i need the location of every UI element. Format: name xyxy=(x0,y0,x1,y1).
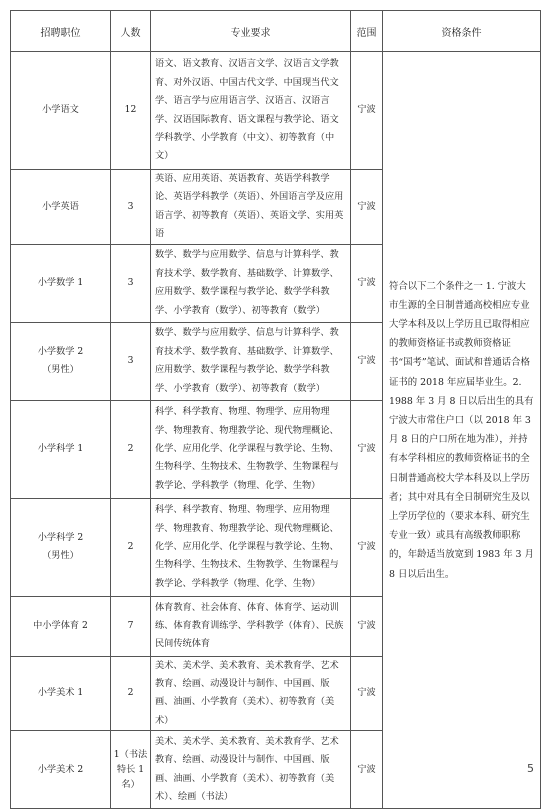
header-count: 人数 xyxy=(111,11,151,52)
cell-position: 小学数学 2 （男性） xyxy=(11,322,111,400)
page-number: 5 xyxy=(527,762,534,775)
cell-major: 美术、美术学、美术教育、美术教育学、艺术教育、绘画、动漫设计与制作、中国画、版画、油画、小学教育（美术）、初等教育（美术）、绘画（书法） xyxy=(151,731,351,809)
cell-major: 美术、美术学、美术教育、美术教育学、艺术教育、绘画、动漫设计与制作、中国画、版画、油画、小学教育（美术）、初等教育（美术） xyxy=(151,656,351,731)
cell-major: 数学、数学与应用数学、信息与计算科学、教育技术学、数学教育、基础数学、计算数学、应用数学、数学课程与教学论、数学学科教学、小学教育（数学）、初等教育（数学） xyxy=(151,244,351,322)
cell-major: 科学、科学教育、物理、物理学、应用物理学、物理教育、物理教学论、现代物理概论、化学、应用化学、化学课程与教学论、生物、生物科学、生物技术、生物教学、生物课程与教学论、学科教学（物理、化学、生物） xyxy=(151,400,351,498)
cell-count: 1（书法特长 1 名） xyxy=(111,731,151,809)
cell-count: 3 xyxy=(111,322,151,400)
cell-qualification: 符合以下二个条件之一 1. 宁波大市生源的全日制普通高校相应专业大学本科及以上学历且已取得相应的教师资格证书或教师资格证书“国考”笔试、面试和普通话合格证书的 2018 年应届毕业生。2. 1988 年 3 月 8 日以后出生的具有宁波大市常住户口（以 2018 年 3 月 8 日的户口所在地为准），并持有本学科相应的教师资格证书的全日制普通高校大学本科及以上学历者；其中对具有全日制研究生及以上学历学位的（要求本科、研究生专业一致）或具有高级教师职称的，年龄适当放宽到 1983 年 3 月 8 日以后出生。 xyxy=(383,52,541,809)
cell-position: 小学英语 xyxy=(11,170,111,245)
header-qualification: 资格条件 xyxy=(383,11,541,52)
cell-count: 7 xyxy=(111,596,151,656)
cell-area: 宁波 xyxy=(351,400,383,498)
cell-count: 3 xyxy=(111,170,151,245)
recruitment-table-sheet xyxy=(10,10,540,809)
cell-area: 宁波 xyxy=(351,596,383,656)
cell-position: 小学科学 2 （男性） xyxy=(11,498,111,596)
cell-major: 语文、语文教育、汉语言文学、汉语言文学教育、对外汉语、中国古代文学、中国现当代文学、语言学与应用语言学、汉语言、汉语言学、汉语国际教育、语文课程与教学论、语文学科教学、小学教育（中文）、初等教育（中文） xyxy=(151,52,351,170)
cell-position: 中小学体育 2 xyxy=(11,596,111,656)
cell-major: 数学、数学与应用数学、信息与计算科学、教育技术学、数学教育、基础数学、计算数学、应用数学、数学课程与教学论、数学学科教学、小学教育（数学）、初等教育（数学） xyxy=(151,322,351,400)
header-major: 专业要求 xyxy=(151,11,351,52)
cell-position: 小学语文 xyxy=(11,52,111,170)
cell-count: 2 xyxy=(111,498,151,596)
cell-area: 宁波 xyxy=(351,498,383,596)
cell-position: 小学科学 1 xyxy=(11,400,111,498)
cell-area: 宁波 xyxy=(351,322,383,400)
table-header-row xyxy=(11,11,541,52)
cell-area: 宁波 xyxy=(351,170,383,245)
cell-count: 2 xyxy=(111,656,151,731)
cell-major: 科学、科学教育、物理、物理学、应用物理学、物理教育、物理教学论、现代物理概论、化学、应用化学、化学课程与教学论、生物、生物科学、生物技术、生物教学、生物课程与教学论、学科教学（物理、化学、生物） xyxy=(151,498,351,596)
cell-major: 体育教育、社会体育、体育、体育学、运动训练、体育教育训练学、学科教学（体育）、民族民间传统体育 xyxy=(151,596,351,656)
cell-area: 宁波 xyxy=(351,656,383,731)
cell-area: 宁波 xyxy=(351,731,383,809)
cell-area: 宁波 xyxy=(351,244,383,322)
cell-count: 12 xyxy=(111,52,151,170)
table-row xyxy=(11,52,541,170)
cell-count: 3 xyxy=(111,244,151,322)
cell-position: 小学美术 2 xyxy=(11,731,111,809)
cell-area: 宁波 xyxy=(351,52,383,170)
cell-count: 2 xyxy=(111,400,151,498)
header-position: 招聘职位 xyxy=(11,11,111,52)
cell-position: 小学数学 1 xyxy=(11,244,111,322)
header-area: 范围 xyxy=(351,11,383,52)
cell-major: 英语、应用英语、英语教育、英语学科教学论、英语学科教学（英语）、外国语言学及应用语言学、初等教育（英语）、英语文学、实用英语 xyxy=(151,170,351,245)
recruitment-table xyxy=(10,10,541,809)
cell-position: 小学美术 1 xyxy=(11,656,111,731)
